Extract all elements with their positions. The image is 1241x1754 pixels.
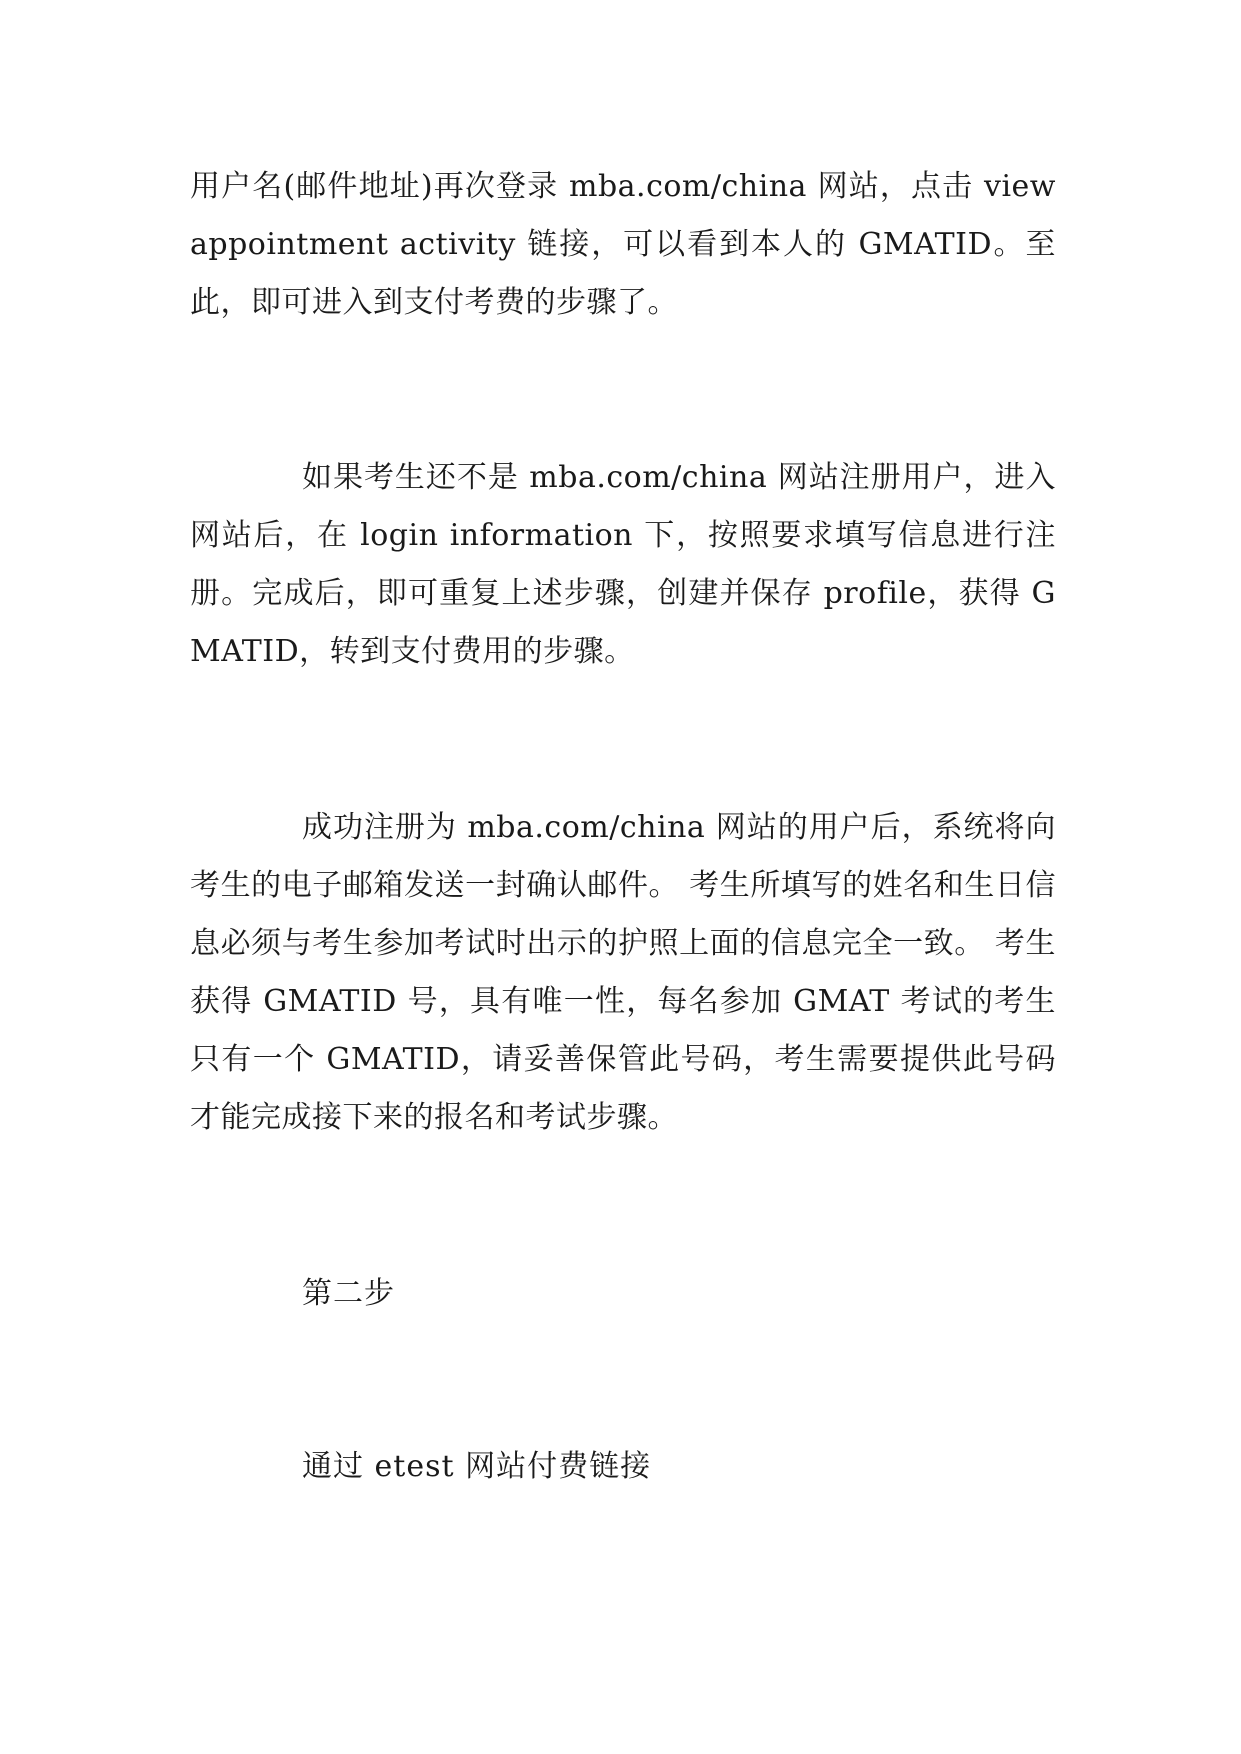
step-two-subheading: 通过 etest 网站付费链接	[302, 1449, 652, 1484]
step-two-heading: 第二步	[302, 1276, 395, 1311]
paragraph-register-user: 如果考生还不是 mba.com/china 网站注册用户，进入网站后，在 login information 下，按照要求填写信息进行注册。完成后，即可重复上述步骤，创建并保存 profile，获得 GMATID，转到支付费用的步骤。	[190, 460, 1056, 669]
paragraph-login-gmatid: 用户名(邮件地址)再次登录 mba.com/china 网站，点击 view appointment activity 链接，可以看到本人的 GMATID。至此，即可进入到支付考费的步骤了。	[190, 169, 1056, 320]
paragraph-confirmation-email: 成功注册为 mba.com/china 网站的用户后，系统将向考生的电子邮箱发送一封确认邮件。 考生所填写的姓名和生日信息必须与考生参加考试时出示的护照上面的信息完全一致。 考生获得 GMATID 号，具有唯一性，每名参加 GMAT 考试的考生只有一个 GMATID，请妥善保管此号码，考生需要提供此号码才能完成接下来的报名和考试步骤。	[190, 810, 1056, 1135]
